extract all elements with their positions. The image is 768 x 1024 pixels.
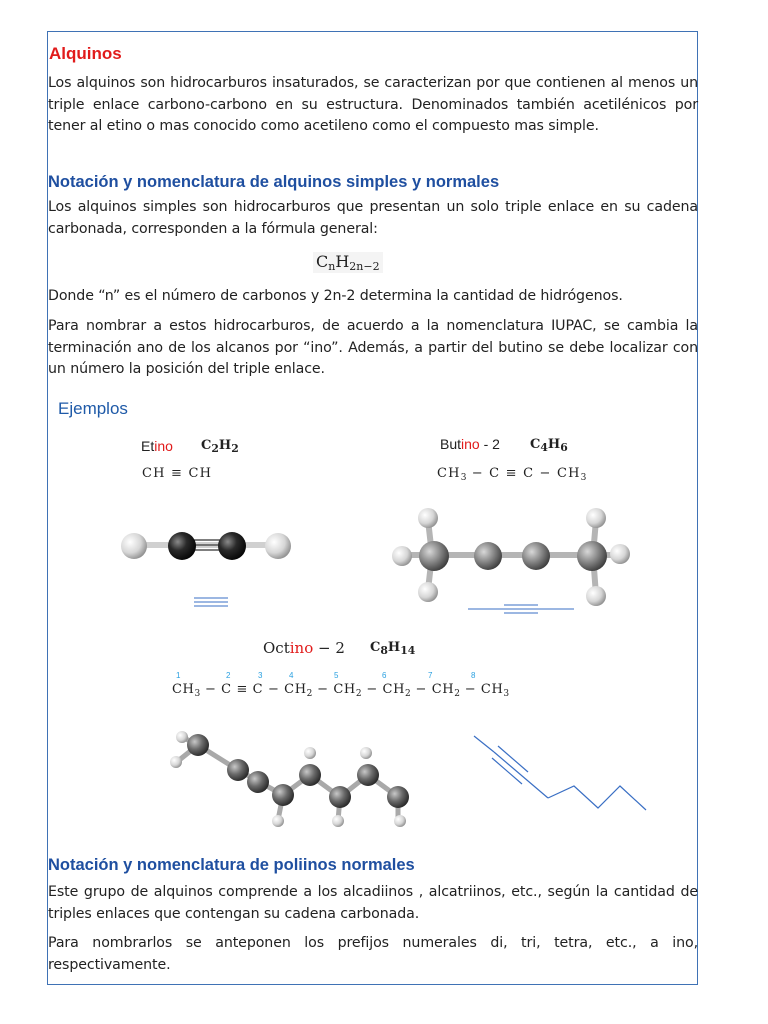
carbon-number: 4 xyxy=(289,671,294,680)
general-formula xyxy=(313,252,383,273)
formula-c: C xyxy=(316,252,329,271)
simple-alkynes-paragraph: Los alquinos simples son hidrocarburos que presentan un solo triple enlace en su cadena carbonada, corresponden a la fórmula general: xyxy=(48,199,698,237)
octyne-name-position: − 2 xyxy=(313,639,345,657)
octyne-formula-h: H xyxy=(387,640,401,655)
carbon-number: 5 xyxy=(334,671,339,680)
butyne-name xyxy=(440,436,500,452)
heading-alquinos: Alquinos xyxy=(49,44,122,63)
octyne-name-suffix: ino xyxy=(289,639,314,657)
butyne-structure-mid: − C ≡ C − CH xyxy=(466,466,581,481)
butyne-formula-h: H xyxy=(547,437,561,452)
octyne-ball-stick-model xyxy=(160,725,420,830)
butyne-name-prefix: But xyxy=(440,436,462,452)
butyne-structure-b-sub: 3 xyxy=(580,473,587,483)
examples-title: Ejemplos xyxy=(58,399,128,418)
ethyne-ball-stick-model xyxy=(110,520,300,580)
butyne-formula xyxy=(530,437,568,454)
polyynes-paragraph: Este grupo de alquinos comprende a los alcadiinos , alcatriinos, etc., según la cantidad de triples enlaces que contengan su cadena carbonada. xyxy=(48,884,698,922)
butyne-ball-stick-model xyxy=(388,500,638,610)
butyne-structure xyxy=(437,466,586,483)
formula-h: H xyxy=(335,252,350,271)
butyne-skeletal xyxy=(468,602,576,614)
octyne-formula-c: C xyxy=(370,640,381,655)
octyne-formula-h-sub: 14 xyxy=(400,644,416,657)
prefixes-paragraph: Para nombrarlos se anteponen los prefijos numerales di, tri, tetra, etc., a ino, respectivamente. xyxy=(48,935,698,973)
carbon-number: 3 xyxy=(258,671,263,680)
formula-c-sub: n xyxy=(328,260,336,273)
butyne-name-position: - 2 xyxy=(479,436,500,452)
carbon-number: 8 xyxy=(471,671,476,680)
formula-h-sub: 2n−2 xyxy=(349,260,380,273)
ethyne-name xyxy=(141,438,173,454)
butyne-formula-c: C xyxy=(530,437,541,452)
ethyne-name-prefix: Et xyxy=(141,438,155,454)
intro-paragraph: Los alquinos son hidrocarburos insaturados, se caracterizan por que contienen al menos un triple enlace carbono-carbono en su estructura. Denominados también acetilénicos por tener al etino o mas conocido como acetileno como el compuesto mas simple. xyxy=(48,75,698,135)
carbon-number: 7 xyxy=(428,671,433,680)
butyne-structure-a-sub: 3 xyxy=(460,473,467,483)
octyne-name-prefix: Oct xyxy=(263,639,290,657)
ethyne-formula-c-sub: 2 xyxy=(211,442,219,455)
ethyne-structure: CH ≡ CH xyxy=(142,466,213,481)
butyne-name-suffix: ino xyxy=(461,436,480,452)
heading-polyynes: Notación y nomenclatura de poliinos normales xyxy=(48,856,415,874)
butyne-formula-c-sub: 4 xyxy=(540,441,548,454)
iupac-paragraph: Para nombrar a estos hidrocarburos, de acuerdo a la nomenclatura IUPAC, se cambia la terminación ano de los alcanos por “ino”. Además, a partir del butino se debe localizar con un número la posición del triple enlace. xyxy=(48,318,698,378)
donde-paragraph: Donde “n” es el número de carbonos y 2n-2 determina la cantidad de hidrógenos. xyxy=(48,288,623,304)
carbon-number: 6 xyxy=(382,671,387,680)
octyne-structure: $CH_3 - C \equiv C - CH_2 - CH_2 - CH_2 - CH_2 - CH_3$ xyxy=(172,682,510,699)
heading-simple-alkynes: Notación y nomenclatura de alquinos simples y normales xyxy=(48,173,500,191)
octyne-name xyxy=(263,639,345,657)
ethyne-formula-h: H xyxy=(218,438,232,453)
ethyne-formula-h-sub: 2 xyxy=(231,442,239,455)
carbon-number: 1 xyxy=(176,671,181,680)
ethyne-name-suffix: ino xyxy=(154,438,173,454)
ethyne-formula xyxy=(201,438,239,455)
ethyne-formula-c: C xyxy=(201,438,212,453)
octyne-skeletal xyxy=(470,734,650,814)
butyne-structure-a: CH xyxy=(437,466,461,481)
butyne-formula-h-sub: 6 xyxy=(560,441,568,454)
carbon-number: 2 xyxy=(226,671,231,680)
ethyne-skeletal xyxy=(192,594,232,610)
octyne-formula-c-sub: 8 xyxy=(380,644,388,657)
octyne-formula xyxy=(370,640,415,657)
